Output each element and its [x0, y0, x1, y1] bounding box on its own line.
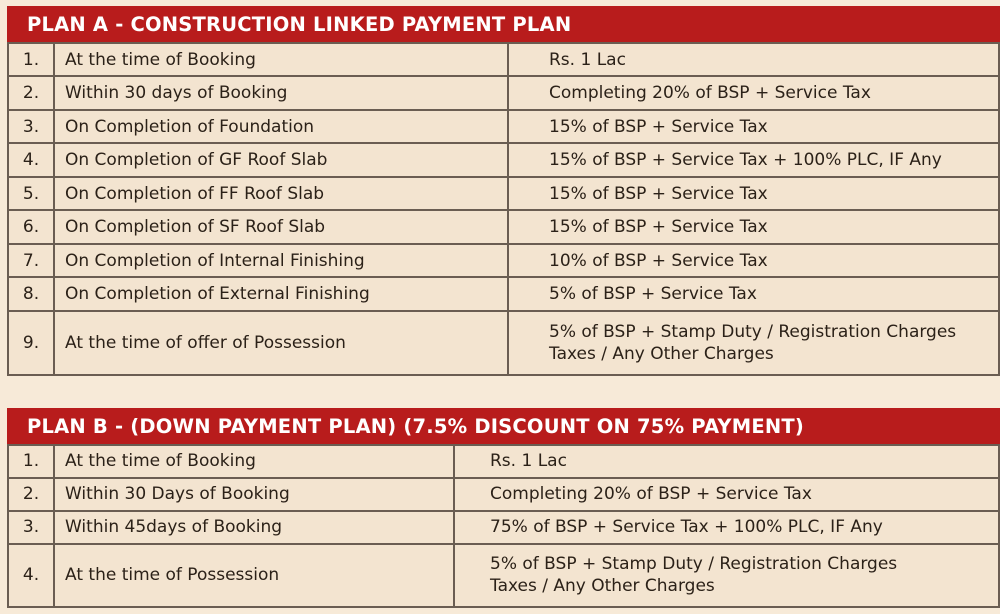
table-row	[8, 277, 999, 310]
table-row	[8, 445, 999, 478]
payment-amount	[508, 110, 999, 143]
payment-amount	[508, 277, 999, 310]
payment-amount-line: Completing 20% of BSP + Service Tax	[549, 83, 871, 104]
payment-amount-line: 10% of BSP + Service Tax	[549, 250, 768, 271]
payment-amount	[508, 210, 999, 243]
payment-amount	[454, 511, 999, 544]
payment-amount-line: 15% of BSP + Service Tax + 100% PLC, IF Any	[549, 150, 942, 171]
payment-amount	[508, 143, 999, 176]
payment-amount	[508, 177, 999, 210]
payment-amount	[454, 478, 999, 511]
table-row	[8, 143, 999, 176]
table-row	[8, 311, 999, 375]
table-row	[8, 544, 999, 607]
payment-amount	[508, 76, 999, 109]
payment-stage: Within 45days of Booking	[54, 511, 454, 544]
payment-amount-line: Rs. 1 Lac	[490, 451, 567, 472]
payment-amount-line: 15% of BSP + Service Tax	[549, 217, 768, 238]
payment-amount	[454, 445, 999, 478]
row-number: 2.	[8, 478, 54, 511]
payment-stage: At the time of Booking	[54, 445, 454, 478]
payment-stage: At the time of offer of Possession	[54, 311, 508, 375]
table-row	[8, 43, 999, 76]
payment-stage: On Completion of SF Roof Slab	[54, 210, 508, 243]
row-number: 3.	[8, 110, 54, 143]
row-number: 2.	[8, 76, 54, 109]
row-number: 8.	[8, 277, 54, 310]
plan-b-title: PLAN B - (DOWN PAYMENT PLAN) (7.5% DISCOUNT ON 75% PAYMENT)	[7, 408, 1000, 444]
payment-stage: On Completion of External Finishing	[54, 277, 508, 310]
plan-b-table	[7, 444, 1000, 608]
payment-amount-line: 5% of BSP + Service Tax	[549, 284, 757, 305]
table-row	[8, 210, 999, 243]
table-row	[8, 76, 999, 109]
payment-stage: At the time of Possession	[54, 544, 454, 607]
payment-amount-line: 5% of BSP + Stamp Duty / Registration Charges	[490, 554, 898, 575]
payment-amount-line: Completing 20% of BSP + Service Tax	[490, 484, 812, 505]
payment-amount-line: 5% of BSP + Stamp Duty / Registration Charges	[549, 321, 957, 342]
row-number: 1.	[8, 445, 54, 478]
payment-amount-line: 75% of BSP + Service Tax + 100% PLC, IF Any	[490, 517, 883, 538]
payment-amount	[508, 311, 999, 375]
payment-stage: On Completion of GF Roof Slab	[54, 143, 508, 176]
plan-a-table	[7, 42, 1000, 376]
payment-amount	[508, 244, 999, 277]
payment-amount	[454, 544, 999, 607]
row-number: 6.	[8, 210, 54, 243]
payment-stage: On Completion of FF Roof Slab	[54, 177, 508, 210]
table-row	[8, 110, 999, 143]
plan-a-section	[7, 6, 1000, 376]
payment-amount-line: 15% of BSP + Service Tax	[549, 183, 768, 204]
payment-stage: Within 30 Days of Booking	[54, 478, 454, 511]
plan-b-section	[7, 408, 1000, 608]
row-number: 9.	[8, 311, 54, 375]
payment-amount-line: 15% of BSP + Service Tax	[549, 116, 768, 137]
table-row	[8, 244, 999, 277]
table-row	[8, 511, 999, 544]
payment-amount-line: Taxes / Any Other Charges	[490, 576, 715, 597]
table-row	[8, 478, 999, 511]
payment-stage: Within 30 days of Booking	[54, 76, 508, 109]
row-number: 5.	[8, 177, 54, 210]
row-number: 3.	[8, 511, 54, 544]
payment-stage: At the time of Booking	[54, 43, 508, 76]
row-number: 7.	[8, 244, 54, 277]
payment-stage: On Completion of Internal Finishing	[54, 244, 508, 277]
payment-amount-line: Rs. 1 Lac	[549, 49, 626, 70]
row-number: 1.	[8, 43, 54, 76]
table-row	[8, 177, 999, 210]
row-number: 4.	[8, 544, 54, 607]
payment-stage: On Completion of Foundation	[54, 110, 508, 143]
payment-amount	[508, 43, 999, 76]
row-number: 4.	[8, 143, 54, 176]
plan-a-title: PLAN A - CONSTRUCTION LINKED PAYMENT PLAN	[7, 6, 1000, 42]
payment-amount-line: Taxes / Any Other Charges	[549, 343, 774, 364]
